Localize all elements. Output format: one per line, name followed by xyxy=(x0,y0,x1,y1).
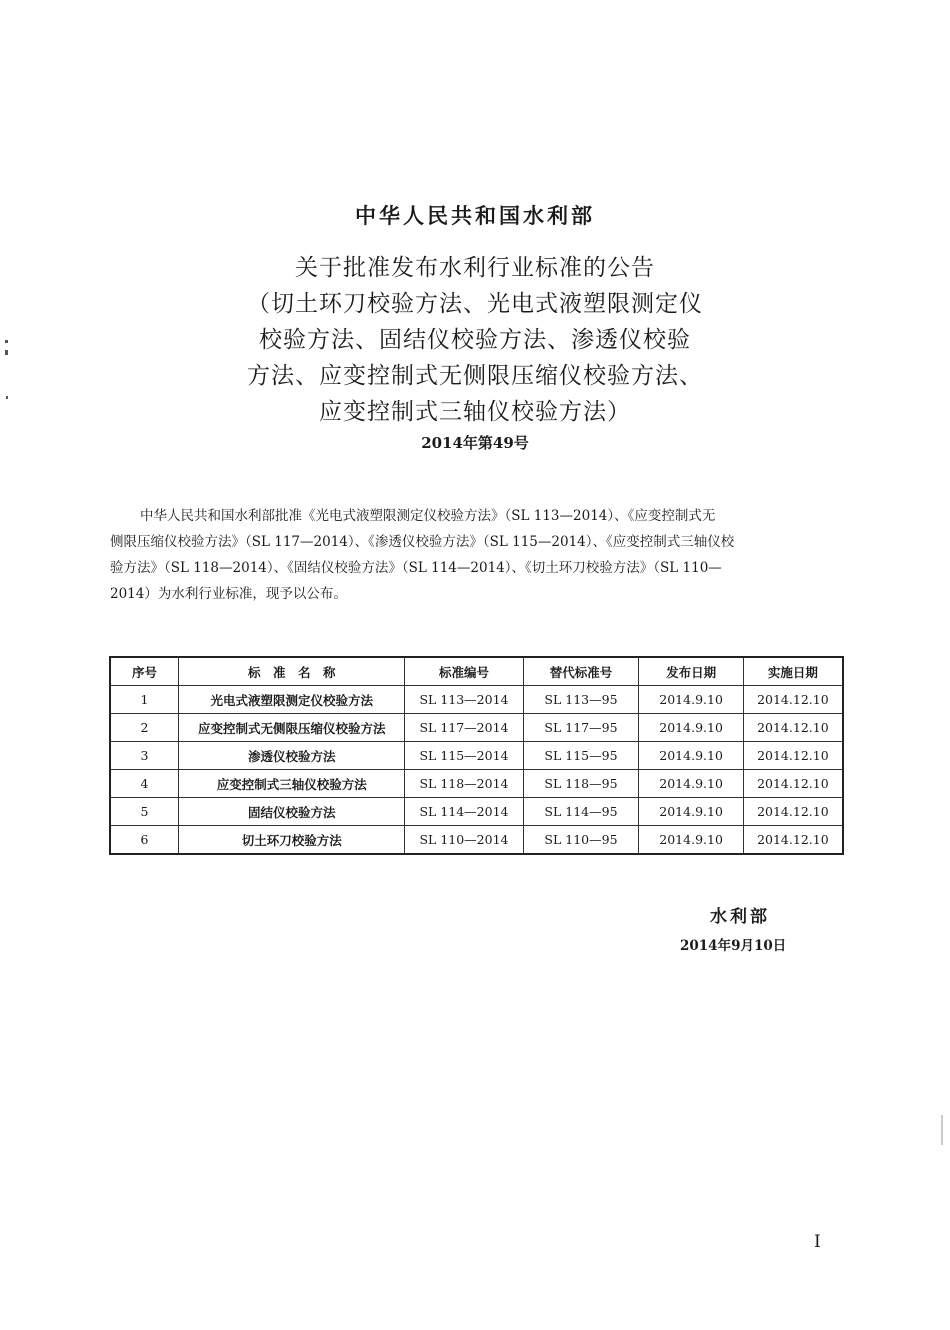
table-row xyxy=(110,742,843,770)
issuer-heading: 中华人民共和国水利部 xyxy=(355,203,595,228)
announcement-body xyxy=(110,503,842,607)
cell-standard-code: SL 114—2014 xyxy=(405,798,523,826)
cell-publish-date: 2014.9.10 xyxy=(639,686,743,714)
cell-standard-name: 应变控制式三轴仪校验方法 xyxy=(178,770,405,798)
cell-replaced-code: SL 118—95 xyxy=(523,770,639,798)
cell-standard-code: SL 113—2014 xyxy=(405,686,523,714)
table-row xyxy=(110,770,843,798)
cell-publish-date: 2014.9.10 xyxy=(639,742,743,770)
cell-effective-date: 2014.12.10 xyxy=(743,770,843,798)
title-line: （切土环刀校验方法、光电式液塑限测定仪 xyxy=(247,291,703,317)
header-serial: 序号 xyxy=(110,657,178,686)
cell-serial: 6 xyxy=(110,826,178,855)
body-line: 侧限压缩仪校验方法》（SL 117—2014）、《渗透仪校验方法》（SL 115—2014）、《应变控制式三轴仪校 xyxy=(110,534,735,550)
scan-speck xyxy=(5,340,8,343)
cell-standard-name: 渗透仪校验方法 xyxy=(178,742,405,770)
cell-standard-name: 固结仪校验方法 xyxy=(178,798,405,826)
signer-name: 水利部 xyxy=(710,907,770,927)
cell-standard-code: SL 110—2014 xyxy=(405,826,523,855)
cell-standard-name: 切土环刀校验方法 xyxy=(178,826,405,855)
title-line: 校验方法、固结仪校验方法、渗透仪校验 xyxy=(259,327,691,353)
cell-standard-code: SL 118—2014 xyxy=(405,770,523,798)
page-number: I xyxy=(814,1232,821,1252)
header-standard-code: 标准编号 xyxy=(405,657,523,686)
cell-serial: 1 xyxy=(110,686,178,714)
header-standard-name: 标 准 名 称 xyxy=(178,657,405,686)
cell-replaced-code: SL 117—95 xyxy=(523,714,639,742)
cell-replaced-code: SL 114—95 xyxy=(523,798,639,826)
cell-replaced-code: SL 110—95 xyxy=(523,826,639,855)
cell-standard-code: SL 115—2014 xyxy=(405,742,523,770)
cell-publish-date: 2014.9.10 xyxy=(639,770,743,798)
cell-serial: 5 xyxy=(110,798,178,826)
scan-edge-mark xyxy=(941,1115,943,1145)
announcement-title xyxy=(0,250,950,430)
title-line: 关于批准发布水利行业标准的公告 xyxy=(295,255,655,281)
body-line: 中华人民共和国水利部批准《光电式液塑限测定仪校验方法》（SL 113—2014）、《应变控制式无 xyxy=(140,508,716,524)
table-row xyxy=(110,798,843,826)
cell-effective-date: 2014.12.10 xyxy=(743,826,843,855)
title-line: 方法、应变控制式无侧限压缩仪校验方法、 xyxy=(247,363,703,389)
header-effective-date: 实施日期 xyxy=(743,657,843,686)
scan-speck xyxy=(5,350,8,355)
title-line: 应变控制式三轴仪校验方法） xyxy=(319,399,631,425)
cell-serial: 4 xyxy=(110,770,178,798)
cell-standard-name: 应变控制式无侧限压缩仪校验方法 xyxy=(178,714,405,742)
document-number: 2014年第49号 xyxy=(421,434,529,452)
cell-effective-date: 2014.12.10 xyxy=(743,798,843,826)
cell-replaced-code: SL 115—95 xyxy=(523,742,639,770)
cell-effective-date: 2014.12.10 xyxy=(743,686,843,714)
cell-serial: 2 xyxy=(110,714,178,742)
header-publish-date: 发布日期 xyxy=(639,657,743,686)
cell-replaced-code: SL 113—95 xyxy=(523,686,639,714)
cell-standard-name: 光电式液塑限测定仪校验方法 xyxy=(178,686,405,714)
cell-effective-date: 2014.12.10 xyxy=(743,714,843,742)
standards-table xyxy=(109,656,844,855)
body-line: 2014）为水利行业标准，现予以公布。 xyxy=(110,586,347,602)
cell-serial: 3 xyxy=(110,742,178,770)
cell-publish-date: 2014.9.10 xyxy=(639,798,743,826)
table-row xyxy=(110,826,843,855)
cell-publish-date: 2014.9.10 xyxy=(639,714,743,742)
table-row xyxy=(110,714,843,742)
table-row xyxy=(110,686,843,714)
cell-publish-date: 2014.9.10 xyxy=(639,826,743,855)
scan-speck xyxy=(6,396,8,399)
signing-date: 2014年9月10日 xyxy=(680,938,787,954)
cell-effective-date: 2014.12.10 xyxy=(743,742,843,770)
header-replaced-code: 替代标准号 xyxy=(523,657,639,686)
cell-standard-code: SL 117—2014 xyxy=(405,714,523,742)
body-line: 验方法》（SL 118—2014）、《固结仪校验方法》（SL 114—2014）、《切土环刀校验方法》（SL 110— xyxy=(110,560,722,576)
table-header-row xyxy=(110,657,843,686)
